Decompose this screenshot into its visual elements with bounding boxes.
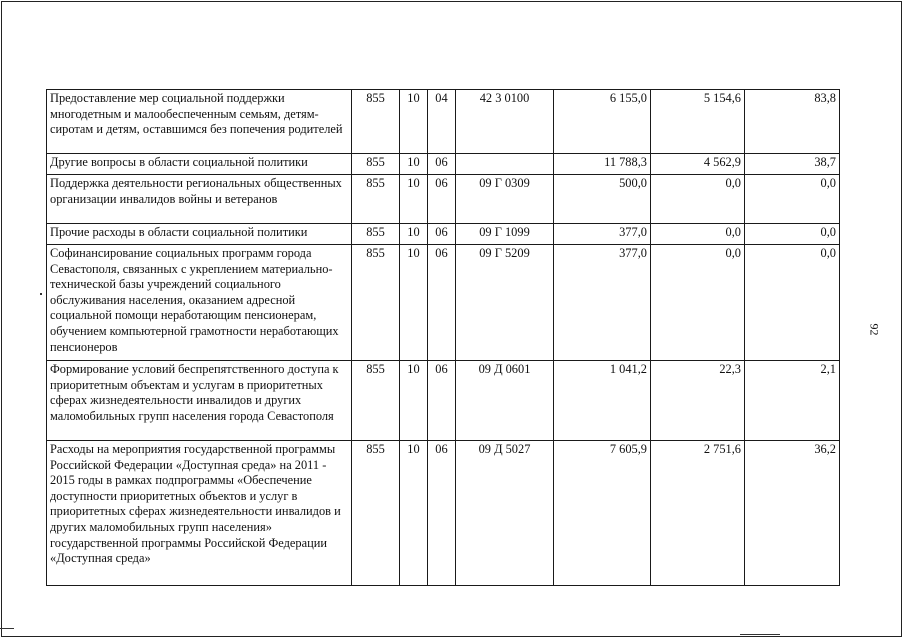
row-ministry-code: 855 bbox=[352, 90, 400, 154]
row-subsection-code: 06 bbox=[428, 441, 456, 586]
row-description: Софинансирование социальных программ города Севастополя, связанных с укреплением материально-технической базы учреждений социального обслуживания населения, оказанием адресной социальной помощи неработающим пенсионерам, обучением компьютерной грамотности неработающих пенсионеров bbox=[47, 245, 352, 361]
table-row bbox=[47, 90, 840, 154]
row-section-code: 10 bbox=[400, 245, 428, 361]
scan-mark bbox=[0, 628, 14, 629]
row-ministry-code: 855 bbox=[352, 224, 400, 245]
row-ministry-code: 855 bbox=[352, 175, 400, 224]
row-target-article: 09 Г 0309 bbox=[456, 175, 554, 224]
row-subsection-code: 06 bbox=[428, 245, 456, 361]
row-section-code: 10 bbox=[400, 361, 428, 441]
row-percent-executed: 0,0 bbox=[745, 175, 840, 224]
row-section-code: 10 bbox=[400, 154, 428, 175]
row-description: Прочие расходы в области социальной политики bbox=[47, 224, 352, 245]
row-target-article: 09 Д 0601 bbox=[456, 361, 554, 441]
row-percent-executed: 0,0 bbox=[745, 245, 840, 361]
row-executed-amount: 0,0 bbox=[651, 175, 745, 224]
row-executed-amount: 2 751,6 bbox=[651, 441, 745, 586]
row-subsection-code: 04 bbox=[428, 90, 456, 154]
row-description: Расходы на мероприятия государственной программы Российской Федерации «Доступная среда» на 2011 - 2015 годы в рамках подпрограммы «Обеспечение доступности приоритетных объектов и услуг в приоритетных сферах жизнедеятельности инвалидов и других маломобильных групп населения» государственной программы Российской Федерации «Доступная среда» bbox=[47, 441, 352, 586]
row-percent-executed: 2,1 bbox=[745, 361, 840, 441]
row-approved-amount: 377,0 bbox=[554, 245, 651, 361]
row-percent-executed: 36,2 bbox=[745, 441, 840, 586]
page-number: 92 bbox=[867, 323, 882, 336]
table-row bbox=[47, 441, 840, 586]
row-percent-executed: 0,0 bbox=[745, 224, 840, 245]
row-executed-amount: 5 154,6 bbox=[651, 90, 745, 154]
row-percent-executed: 38,7 bbox=[745, 154, 840, 175]
row-description: Предоставление мер социальной поддержки многодетным и малообеспеченным семьям, детям-сиротам и детям, оставшимся без попечения родителей bbox=[47, 90, 352, 154]
table-row bbox=[47, 361, 840, 441]
table-row bbox=[47, 175, 840, 224]
row-subsection-code: 06 bbox=[428, 154, 456, 175]
scan-dot bbox=[40, 293, 42, 295]
row-executed-amount: 4 562,9 bbox=[651, 154, 745, 175]
row-description: Поддержка деятельности региональных общественных организации инвалидов войны и ветеранов bbox=[47, 175, 352, 224]
row-description: Другие вопросы в области социальной политики bbox=[47, 154, 352, 175]
row-target-article: 09 Г 5209 bbox=[456, 245, 554, 361]
row-percent-executed: 83,8 bbox=[745, 90, 840, 154]
row-executed-amount: 22,3 bbox=[651, 361, 745, 441]
row-approved-amount: 1 041,2 bbox=[554, 361, 651, 441]
row-approved-amount: 500,0 bbox=[554, 175, 651, 224]
table-row bbox=[47, 154, 840, 175]
table-row bbox=[47, 224, 840, 245]
row-subsection-code: 06 bbox=[428, 224, 456, 245]
row-executed-amount: 0,0 bbox=[651, 245, 745, 361]
row-section-code: 10 bbox=[400, 175, 428, 224]
row-target-article: 09 Г 1099 bbox=[456, 224, 554, 245]
row-executed-amount: 0,0 bbox=[651, 224, 745, 245]
row-section-code: 10 bbox=[400, 224, 428, 245]
row-section-code: 10 bbox=[400, 90, 428, 154]
row-subsection-code: 06 bbox=[428, 361, 456, 441]
row-section-code: 10 bbox=[400, 441, 428, 586]
table-row bbox=[47, 245, 840, 361]
row-ministry-code: 855 bbox=[352, 154, 400, 175]
row-approved-amount: 7 605,9 bbox=[554, 441, 651, 586]
row-ministry-code: 855 bbox=[352, 245, 400, 361]
row-ministry-code: 855 bbox=[352, 441, 400, 586]
row-target-article bbox=[456, 154, 554, 175]
row-target-article: 09 Д 5027 bbox=[456, 441, 554, 586]
row-approved-amount: 11 788,3 bbox=[554, 154, 651, 175]
scan-mark bbox=[740, 634, 780, 635]
budget-table bbox=[46, 89, 840, 586]
row-ministry-code: 855 bbox=[352, 361, 400, 441]
row-approved-amount: 6 155,0 bbox=[554, 90, 651, 154]
row-description: Формирование условий беспрепятственного доступа к приоритетным объектам и услугам в приоритетных сферах жизнедеятельности инвалидов и других маломобильных групп населения города Севастополя bbox=[47, 361, 352, 441]
row-target-article: 42 3 0100 bbox=[456, 90, 554, 154]
row-approved-amount: 377,0 bbox=[554, 224, 651, 245]
row-subsection-code: 06 bbox=[428, 175, 456, 224]
